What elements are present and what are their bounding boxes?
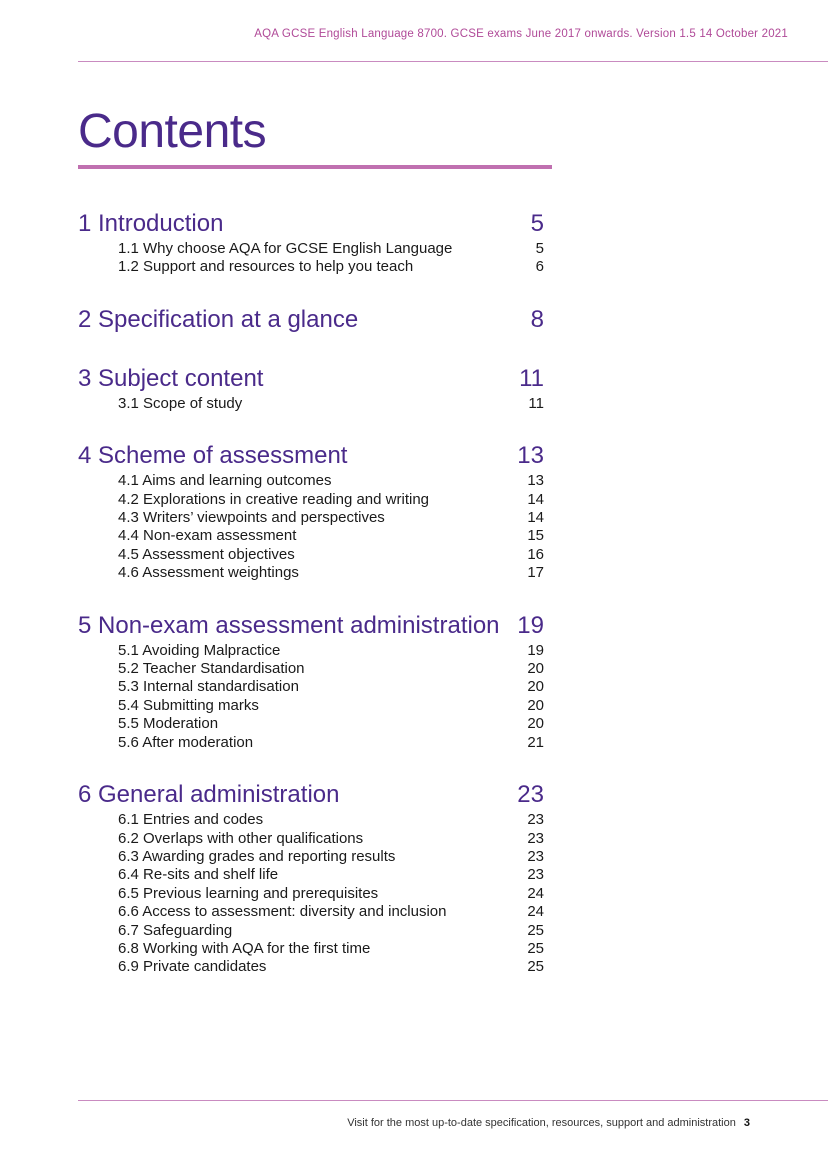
toc-entry-page: 14 bbox=[527, 509, 544, 527]
toc-section-title: 1 Introduction bbox=[78, 210, 224, 237]
toc-entry-title: 5.5 Moderation bbox=[118, 715, 219, 733]
page-footer bbox=[347, 1117, 750, 1129]
toc-entry-title: 4.2 Explorations in creative reading and writing bbox=[118, 490, 430, 508]
toc-entry[interactable] bbox=[78, 240, 544, 258]
toc-entry-page: 11 bbox=[528, 394, 544, 412]
toc-entry-page: 20 bbox=[527, 696, 544, 714]
toc-entry-page: 6 bbox=[535, 258, 544, 276]
toc-entry-page: 23 bbox=[527, 866, 544, 884]
toc-entry-title: 4.6 Assessment weightings bbox=[118, 564, 299, 582]
toc-entry-page: 20 bbox=[527, 715, 544, 733]
toc-entry-title: 6.5 Previous learning and prerequisites bbox=[118, 884, 379, 902]
toc-entry-page: 23 bbox=[527, 847, 544, 865]
toc-section-title: 2 Specification at a glance bbox=[78, 305, 359, 333]
toc-entry[interactable] bbox=[78, 848, 544, 866]
toc-entry-title: 3.1 Scope of study bbox=[118, 394, 243, 412]
toc-entry[interactable] bbox=[78, 642, 544, 660]
toc-entry-page: 25 bbox=[527, 958, 544, 976]
running-header: AQA GCSE English Language 8700. GCSE exams June 2017 onwards. Version 1.5 14 October 2021 bbox=[254, 28, 788, 40]
toc-entry-page: 16 bbox=[527, 545, 544, 563]
toc-entry-page: 17 bbox=[527, 564, 544, 582]
page-number: 3 bbox=[743, 1117, 750, 1129]
toc-entry[interactable] bbox=[78, 903, 544, 921]
toc-entry[interactable] bbox=[78, 491, 544, 509]
toc-entry[interactable] bbox=[78, 885, 544, 903]
toc-entry-page: 25 bbox=[527, 939, 544, 957]
toc-entry[interactable] bbox=[78, 527, 544, 545]
toc-section-page: 11 bbox=[519, 364, 544, 392]
toc-entry-title: 6.3 Awarding grades and reporting results bbox=[118, 847, 396, 865]
toc-entry[interactable] bbox=[78, 546, 544, 564]
toc-entry-page: 14 bbox=[527, 490, 544, 508]
toc-section-title: 6 General administration bbox=[78, 781, 340, 809]
toc-section bbox=[78, 779, 544, 977]
toc-entry[interactable] bbox=[78, 715, 544, 733]
page-title: Contents bbox=[78, 105, 267, 158]
toc-entry[interactable] bbox=[78, 395, 544, 413]
toc-section-heading[interactable] bbox=[78, 779, 544, 811]
toc-entry[interactable] bbox=[78, 509, 544, 527]
toc-section-heading[interactable] bbox=[78, 208, 544, 240]
toc-entry[interactable] bbox=[78, 697, 544, 715]
toc-entry-title: 4.3 Writers’ viewpoints and perspectives bbox=[118, 509, 385, 527]
toc-entry[interactable] bbox=[78, 922, 544, 940]
toc-entry-page: 25 bbox=[527, 921, 544, 939]
toc-entry-title: 6.2 Overlaps with other qualifications bbox=[118, 829, 364, 847]
toc-entry[interactable] bbox=[78, 940, 544, 958]
toc-section-page: 19 bbox=[517, 611, 544, 639]
toc-entry-page: 24 bbox=[527, 903, 544, 921]
footer-divider bbox=[78, 1100, 828, 1101]
toc-section bbox=[78, 440, 544, 582]
toc-section-heading[interactable] bbox=[78, 363, 544, 395]
toc-entry[interactable] bbox=[78, 958, 544, 976]
toc-entry-page: 21 bbox=[527, 733, 544, 751]
toc-entry[interactable] bbox=[78, 866, 544, 884]
toc-entry-title: 1.2 Support and resources to help you teach bbox=[118, 258, 414, 276]
toc-entry-title: 6.6 Access to assessment: diversity and inclusion bbox=[118, 903, 447, 921]
toc-entry-title: 6.1 Entries and codes bbox=[118, 811, 264, 829]
toc-entry-title: 5.4 Submitting marks bbox=[118, 696, 259, 714]
toc-entry-title: 4.5 Assessment objectives bbox=[118, 545, 295, 563]
toc-section-heading[interactable] bbox=[78, 304, 544, 336]
toc-entry-page: 15 bbox=[527, 527, 544, 545]
toc-section-heading[interactable] bbox=[78, 440, 544, 472]
toc-entry-title: 4.4 Non-exam assessment bbox=[118, 527, 297, 545]
toc-entry[interactable] bbox=[78, 564, 544, 582]
toc-entry-title: 1.1 Why choose AQA for GCSE English Language bbox=[118, 240, 453, 257]
toc-section bbox=[78, 208, 544, 277]
toc-entry-page: 20 bbox=[527, 660, 544, 678]
toc-section-title: 5 Non-exam assessment administration bbox=[78, 611, 500, 639]
toc-section-page: 5 bbox=[530, 210, 544, 237]
toc-entry[interactable] bbox=[78, 734, 544, 752]
toc-entry-title: 6.9 Private candidates bbox=[118, 958, 267, 976]
toc-entry-page: 19 bbox=[527, 641, 544, 659]
toc-entry[interactable] bbox=[78, 678, 544, 696]
toc-entry-page: 20 bbox=[527, 678, 544, 696]
toc-section-page: 8 bbox=[530, 305, 544, 333]
toc-section-title: 3 Subject content bbox=[78, 364, 264, 392]
toc-entry-title: 4.1 Aims and learning outcomes bbox=[118, 472, 332, 490]
footer-text: Visit for the most up-to-date specification, resources, support and administration bbox=[347, 1117, 736, 1129]
toc-entry-title: 5.2 Teacher Standardisation bbox=[118, 660, 305, 678]
title-underline bbox=[78, 165, 552, 169]
toc-section bbox=[78, 610, 544, 752]
toc-entry[interactable] bbox=[78, 830, 544, 848]
toc-entry-title: 6.4 Re-sits and shelf life bbox=[118, 866, 279, 884]
toc-entry-page: 23 bbox=[527, 829, 544, 847]
toc-entry-title: 6.7 Safeguarding bbox=[118, 921, 233, 939]
toc-section-heading[interactable] bbox=[78, 610, 544, 642]
toc-entry-title: 5.6 After moderation bbox=[118, 733, 254, 751]
toc-entry-title: 5.1 Avoiding Malpractice bbox=[118, 641, 281, 659]
toc-entry-page: 23 bbox=[527, 811, 544, 829]
toc-entry-page: 5 bbox=[535, 240, 544, 257]
toc-section-page: 13 bbox=[517, 442, 544, 470]
toc-entry[interactable] bbox=[78, 811, 544, 829]
table-of-contents bbox=[78, 208, 544, 1004]
toc-section-page: 23 bbox=[517, 781, 544, 809]
toc-entry[interactable] bbox=[78, 258, 544, 276]
toc-entry-title: 6.8 Working with AQA for the first time bbox=[118, 939, 371, 957]
toc-entry-page: 24 bbox=[527, 884, 544, 902]
toc-section-title: 4 Scheme of assessment bbox=[78, 442, 348, 470]
toc-section bbox=[78, 363, 544, 413]
toc-entry[interactable] bbox=[78, 472, 544, 490]
toc-entry-page: 13 bbox=[527, 472, 544, 490]
header-divider bbox=[78, 61, 828, 62]
toc-entry[interactable] bbox=[78, 660, 544, 678]
toc-section bbox=[78, 304, 544, 336]
toc-entry-title: 5.3 Internal standardisation bbox=[118, 678, 299, 696]
